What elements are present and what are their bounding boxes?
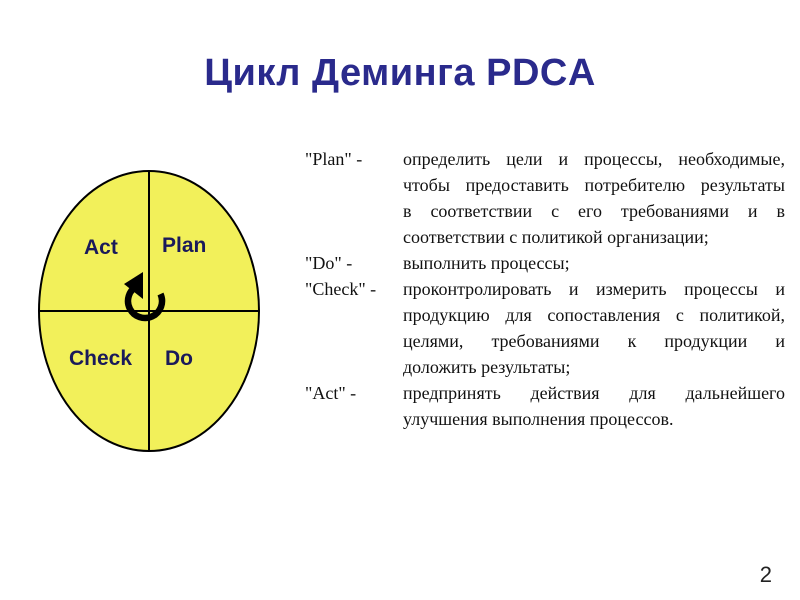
page-number: 2 <box>759 562 772 587</box>
definition-text <box>403 380 785 432</box>
definition-line: проконтролировать и измерить процессы и <box>403 279 785 299</box>
definition-do <box>305 250 785 276</box>
definition-text <box>403 146 785 250</box>
definition-check <box>305 276 785 380</box>
definition-term: "Plan" - <box>305 149 363 169</box>
definition-line: предпринять действия для дальнейшего <box>403 383 785 403</box>
quadrant-label-do: Do <box>165 347 193 370</box>
definition-text <box>403 276 785 380</box>
quadrant-label-act: Act <box>84 236 118 259</box>
definition-line: выполнить процессы; <box>403 253 570 273</box>
definition-line: доложить результаты; <box>403 357 571 377</box>
definition-line: определить цели и процессы, необходимые, <box>403 149 785 169</box>
definition-line: чтобы предоставить потребителю результаты <box>403 175 785 195</box>
quadrant-label-plan: Plan <box>162 234 207 257</box>
definition-line: продукцию для сопоставления с политикой, <box>403 305 785 325</box>
definition-term: "Do" - <box>305 253 353 273</box>
definition-term: "Check" - <box>305 279 377 299</box>
definition-line: целями, требованиями к продукции и <box>403 331 785 351</box>
definitions-list <box>305 146 785 432</box>
pdca-wheel <box>36 168 262 454</box>
definition-line: соответствии с политикой организации; <box>403 227 709 247</box>
definition-line: улучшения выполнения процессов. <box>403 409 674 429</box>
definition-term: "Act" - <box>305 383 357 403</box>
pdca-wheel-graphic <box>36 168 262 454</box>
definition-line: в соответствии с его требованиями и в <box>403 201 785 221</box>
quadrant-label-check: Check <box>69 347 133 370</box>
slide-title: Цикл Деминга PDCA <box>204 52 596 94</box>
definition-text <box>403 250 785 276</box>
definition-act <box>305 380 785 432</box>
definition-plan <box>305 146 785 250</box>
